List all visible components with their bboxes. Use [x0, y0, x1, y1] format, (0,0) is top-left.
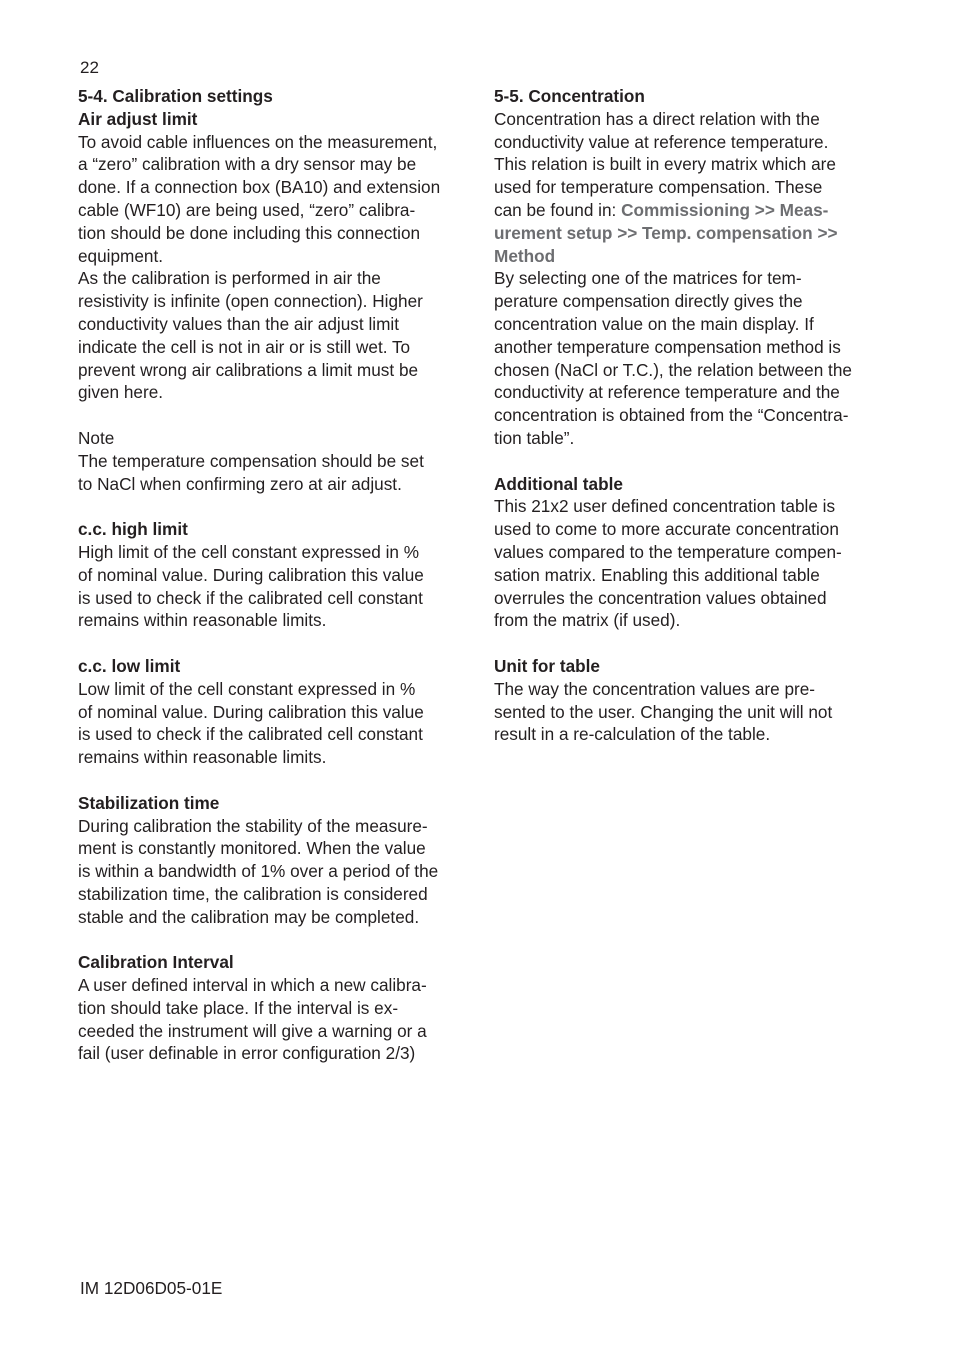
text-line: used to come to more accurate concentration — [494, 519, 839, 540]
found-in-text: can be found in: — [494, 199, 622, 220]
text-line: to NaCl when confirming zero at air adjust. — [78, 473, 402, 494]
left-column — [78, 85, 468, 1065]
text-line: remains within reasonable limits. — [78, 610, 327, 631]
spacer — [78, 404, 468, 427]
section-title-concentration: 5-5. Concentration — [494, 86, 645, 106]
text-line: Concentration has a direct relation with the — [494, 108, 820, 129]
text-line: from the matrix (if used). — [494, 610, 681, 631]
menu-path-part: Commissioning >> Meas- — [621, 199, 829, 220]
menu-path-part: Method — [494, 245, 556, 266]
text-line: is used to check if the calibrated cell constant — [78, 724, 423, 745]
spacer — [494, 450, 886, 473]
text-line: values compared to the temperature compen- — [494, 541, 842, 562]
text-line: sented to the user. Changing the unit will not — [494, 701, 833, 722]
text-line: stable and the calibration may be completed. — [78, 906, 420, 927]
cc-low-text — [78, 678, 468, 769]
cc-high-text — [78, 541, 468, 632]
stabilization-text — [78, 815, 468, 929]
text-line: conductivity values than the air adjust limit — [78, 313, 399, 334]
right-column — [494, 85, 886, 746]
note-label: Note — [78, 427, 115, 448]
spacer — [78, 769, 468, 792]
heading-unit-for-table: Unit for table — [494, 655, 600, 676]
text-line: High limit of the cell constant expressed in % — [78, 541, 420, 562]
heading-cc-low-limit: c.c. low limit — [78, 655, 181, 676]
text-line: another temperature compensation method is — [494, 336, 841, 357]
text-line: result in a re-calculation of the table. — [494, 724, 771, 745]
text-line: tion table”. — [494, 427, 575, 448]
text-line: is within a bandwidth of 1% over a period of the — [78, 861, 439, 882]
text-line: chosen (NaCl or T.C.), the relation between the — [494, 359, 852, 380]
text-line: of nominal value. During calibration this value — [78, 701, 424, 722]
text-line: conductivity value at reference temperature. — [494, 131, 829, 152]
spacer — [494, 632, 886, 655]
text-line: To avoid cable influences on the measurement, — [78, 131, 438, 152]
text-line: A user defined interval in which a new calibra- — [78, 975, 427, 996]
text-line: indicate the cell is not in air or is still wet. To — [78, 336, 411, 357]
text-line: given here. — [78, 382, 164, 403]
concentration-paragraph-2 — [494, 267, 886, 449]
air-adjust-paragraph-2 — [78, 267, 468, 404]
text-line: sation matrix. Enabling this additional table — [494, 564, 820, 585]
text-line: stabilization time, the calibration is considered — [78, 883, 428, 904]
document-code-footer: IM 12D06D05-01E — [80, 1278, 223, 1298]
text-line: ment is constantly monitored. When the value — [78, 838, 426, 859]
text-line: perature compensation directly gives the — [494, 291, 803, 312]
text-line: conductivity at reference temperature and the — [494, 382, 840, 403]
spacer — [78, 495, 468, 518]
heading-stabilization-time: Stabilization time — [78, 792, 220, 813]
text-line: tion should be done including this connection — [78, 222, 421, 243]
section-title-calibration-settings: 5-4. Calibration settings — [78, 86, 273, 106]
text-line: The temperature compensation should be set — [78, 450, 424, 471]
spacer — [78, 928, 468, 951]
text-line: of nominal value. During calibration this value — [78, 564, 424, 585]
text-line: This 21x2 user defined concentration table is — [494, 496, 836, 517]
heading-calibration-interval: Calibration Interval — [78, 952, 234, 973]
additional-table-text — [494, 495, 886, 632]
text-line: overrules the concentration values obtained — [494, 587, 827, 608]
text-line: resistivity is infinite (open connection). Higher — [78, 291, 423, 312]
text-line: tion should take place. If the interval is ex- — [78, 997, 399, 1018]
text-line: prevent wrong air calibrations a limit must be — [78, 359, 419, 380]
text-line: This relation is built in every matrix which are — [494, 154, 836, 175]
spacer — [78, 632, 468, 655]
text-line: The way the concentration values are pre- — [494, 678, 816, 699]
text-line: As the calibration is performed in air the — [78, 268, 381, 289]
unit-for-table-text — [494, 678, 886, 746]
text-line: By selecting one of the matrices for tem- — [494, 268, 802, 289]
text-line: done. If a connection box (BA10) and extension — [78, 177, 441, 198]
page-number: 22 — [80, 58, 99, 77]
text-line: concentration value on the main display. If — [494, 313, 814, 334]
menu-path-part: urement setup >> Temp. compensation >> — [494, 222, 838, 243]
text-line: used for temperature compensation. These — [494, 177, 823, 198]
text-line — [494, 199, 886, 222]
note-text — [78, 450, 468, 496]
text-line: Low limit of the cell constant expressed in % — [78, 678, 416, 699]
text-line: fail (user definable in error configuration 2/3) — [78, 1043, 416, 1064]
text-line: concentration is obtained from the “Concentra- — [494, 405, 849, 426]
text-line: equipment. — [78, 245, 164, 266]
heading-air-adjust-limit: Air adjust limit — [78, 108, 198, 129]
text-line: a “zero” calibration with a dry sensor may be — [78, 154, 417, 175]
heading-cc-high-limit: c.c. high limit — [78, 519, 188, 540]
text-line: cable (WF10) are being used, “zero” calibra- — [78, 199, 416, 220]
interval-text — [78, 974, 468, 1065]
text-line: During calibration the stability of the measure- — [78, 815, 428, 836]
air-adjust-paragraph-1 — [78, 131, 468, 268]
heading-additional-table: Additional table — [494, 473, 623, 494]
text-line: ceeded the instrument will give a warning or a — [78, 1020, 427, 1041]
text-line: remains within reasonable limits. — [78, 747, 327, 768]
text-line: is used to check if the calibrated cell constant — [78, 587, 423, 608]
concentration-intro — [494, 108, 886, 268]
